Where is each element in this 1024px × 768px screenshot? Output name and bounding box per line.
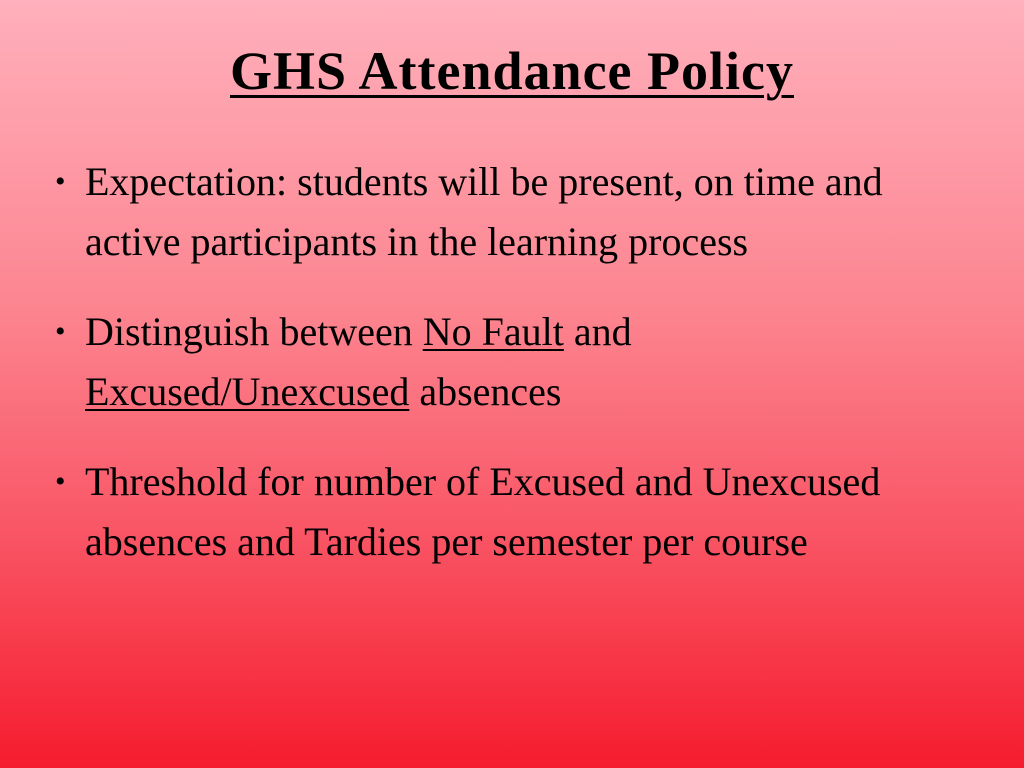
no-fault-term: No Fault <box>422 309 564 354</box>
bullet-expectation <box>55 152 985 272</box>
bullet-dot-icon: • <box>55 315 66 348</box>
bullet-threshold-text: Threshold for number of Excused and Unexcused absences and Tardies per semester per course <box>85 459 881 564</box>
slide-title: GHS Attendance Policy <box>230 41 794 101</box>
excused-unexcused-term: Excused/Unexcused <box>85 369 410 414</box>
bullet-distinguish <box>55 302 985 422</box>
bullet-list <box>55 152 985 602</box>
bullet-threshold <box>55 452 985 572</box>
bullet-distinguish-text-part3: absences <box>409 369 562 414</box>
bullet-distinguish-text-part1: Distinguish between <box>85 309 423 354</box>
bullet-dot-icon: • <box>55 465 66 498</box>
bullet-distinguish-text-part2: and <box>563 309 632 354</box>
bullet-dot-icon: • <box>55 165 66 198</box>
bullet-expectation-text: Expectation: students will be present, on time and active participants in the learning process <box>85 159 883 264</box>
